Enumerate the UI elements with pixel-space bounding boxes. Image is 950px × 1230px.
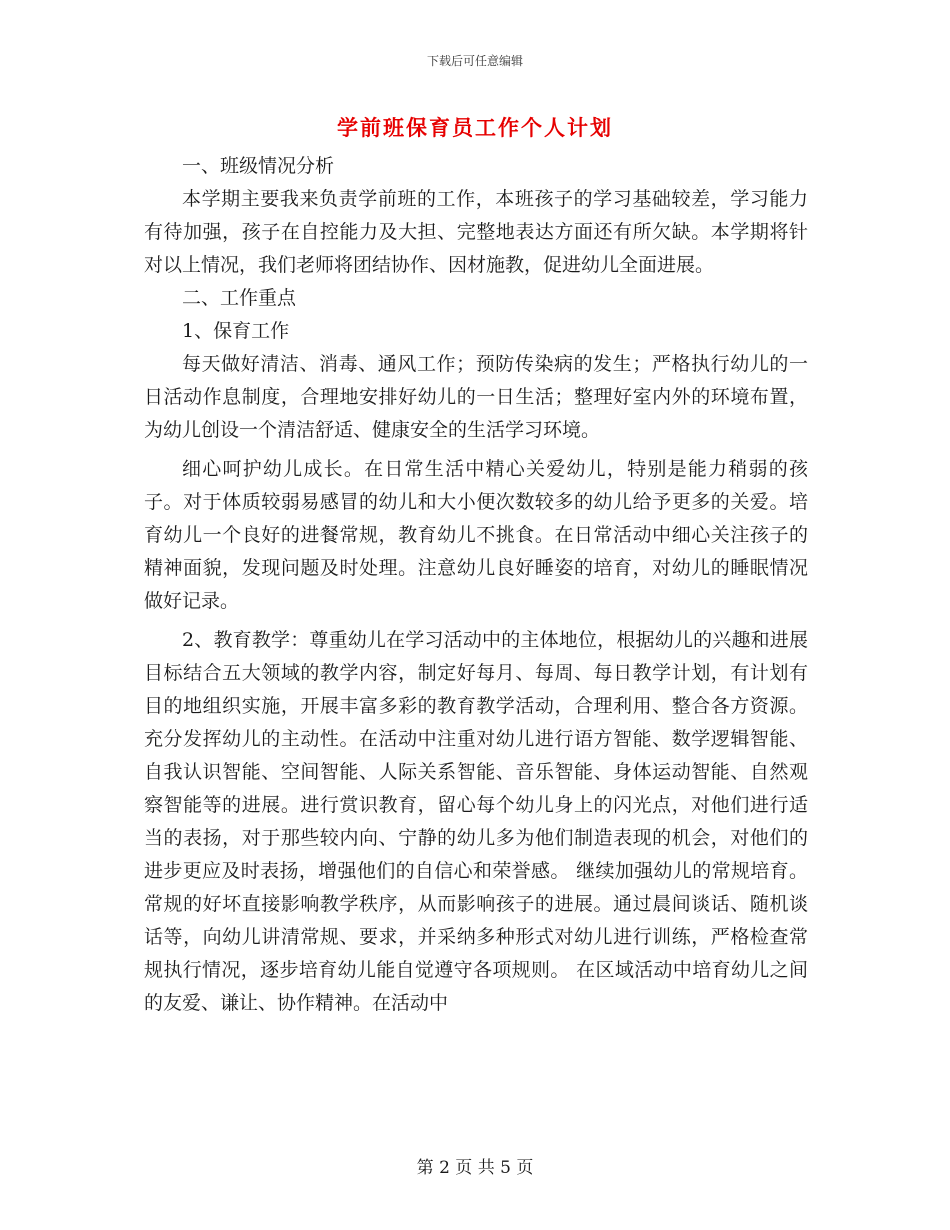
subheading-care-work: 1、保育工作	[182, 320, 290, 342]
header-note: 下载后可任意编辑	[426, 54, 523, 68]
document-title: 学前班保育员工作个人计划	[337, 115, 613, 140]
paragraph-child-care: 细心呵护幼儿成长。在日常生活中精心关爱幼儿，特别是能力稍弱的孩子。对于体质较弱易感冒的幼儿和大小便次数较多的幼儿给予更多的关爱。培育幼儿一个良好的进餐常规，教育幼儿不挑食。在日常活动中细心关注孩子的精神面貌，发现问题及时处理。注意幼儿良好睡姿的培育，对幼儿的睡眠情况做好记录。	[144, 458, 808, 612]
page-number-footer: 第 2 页 共 5 页	[416, 1158, 534, 1178]
paragraph-education-teaching: 2、教育教学：尊重幼儿在学习活动中的主体地位，根据幼儿的兴趣和进展目标结合五大领域的教学内容，制定好每月、每周、每日教学计划，有计划有目的地组织实施，开展丰富多彩的教育教学活动，合理利用、整合各方资源。充分发挥幼儿的主动性。在活动中注重对幼儿进行语方智能、数学逻辑智能、自我认识智能、空间智能、人际关系智能、音乐智能、身体运动智能、自然观察智能等的进展。进行赏识教育，留心每个幼儿身上的闪光点，对他们进行适当的表扬，对于那些较内向、宁静的幼儿多为他们制造表现的机会，对他们的进步更应及时表扬，增强他们的自信心和荣誉感。 继续加强幼儿的常规培育。常规的好坏直接影响教学秩序，从而影响孩子的进展。通过晨间谈话、随机谈话等，向幼儿讲清常规、要求，并采纳多种形式对幼儿进行训练，严格检查常规执行情况，逐步培育幼儿能自觉遵守各项规则。 在区域活动中培育幼儿之间的友爱、谦让、协作精神。在活动中	[144, 629, 808, 1014]
section-heading-work-focus: 二、工作重点	[182, 287, 297, 309]
section-heading-class-analysis: 一、班级情况分析	[182, 155, 335, 177]
paragraph-daily-hygiene: 每天做好清洁、消毒、通风工作；预防传染病的发生；严格执行幼儿的一日活动作息制度，合理地安排好幼儿的一日生活；整理好室内外的环境布置，为幼儿创设一个清洁舒适、健康安全的生活学习环境。	[144, 353, 808, 441]
document-body	[144, 150, 808, 1020]
paragraph-class-analysis: 本学期主要我来负责学前班的工作，本班孩子的学习基础较差，学习能力有待加强，孩子在自控能力及大担、完整地表达方面还有所欠缺。本学期将针对以上情况，我们老师将团结协作、因材施教，促进幼儿全面进展。	[144, 188, 808, 276]
